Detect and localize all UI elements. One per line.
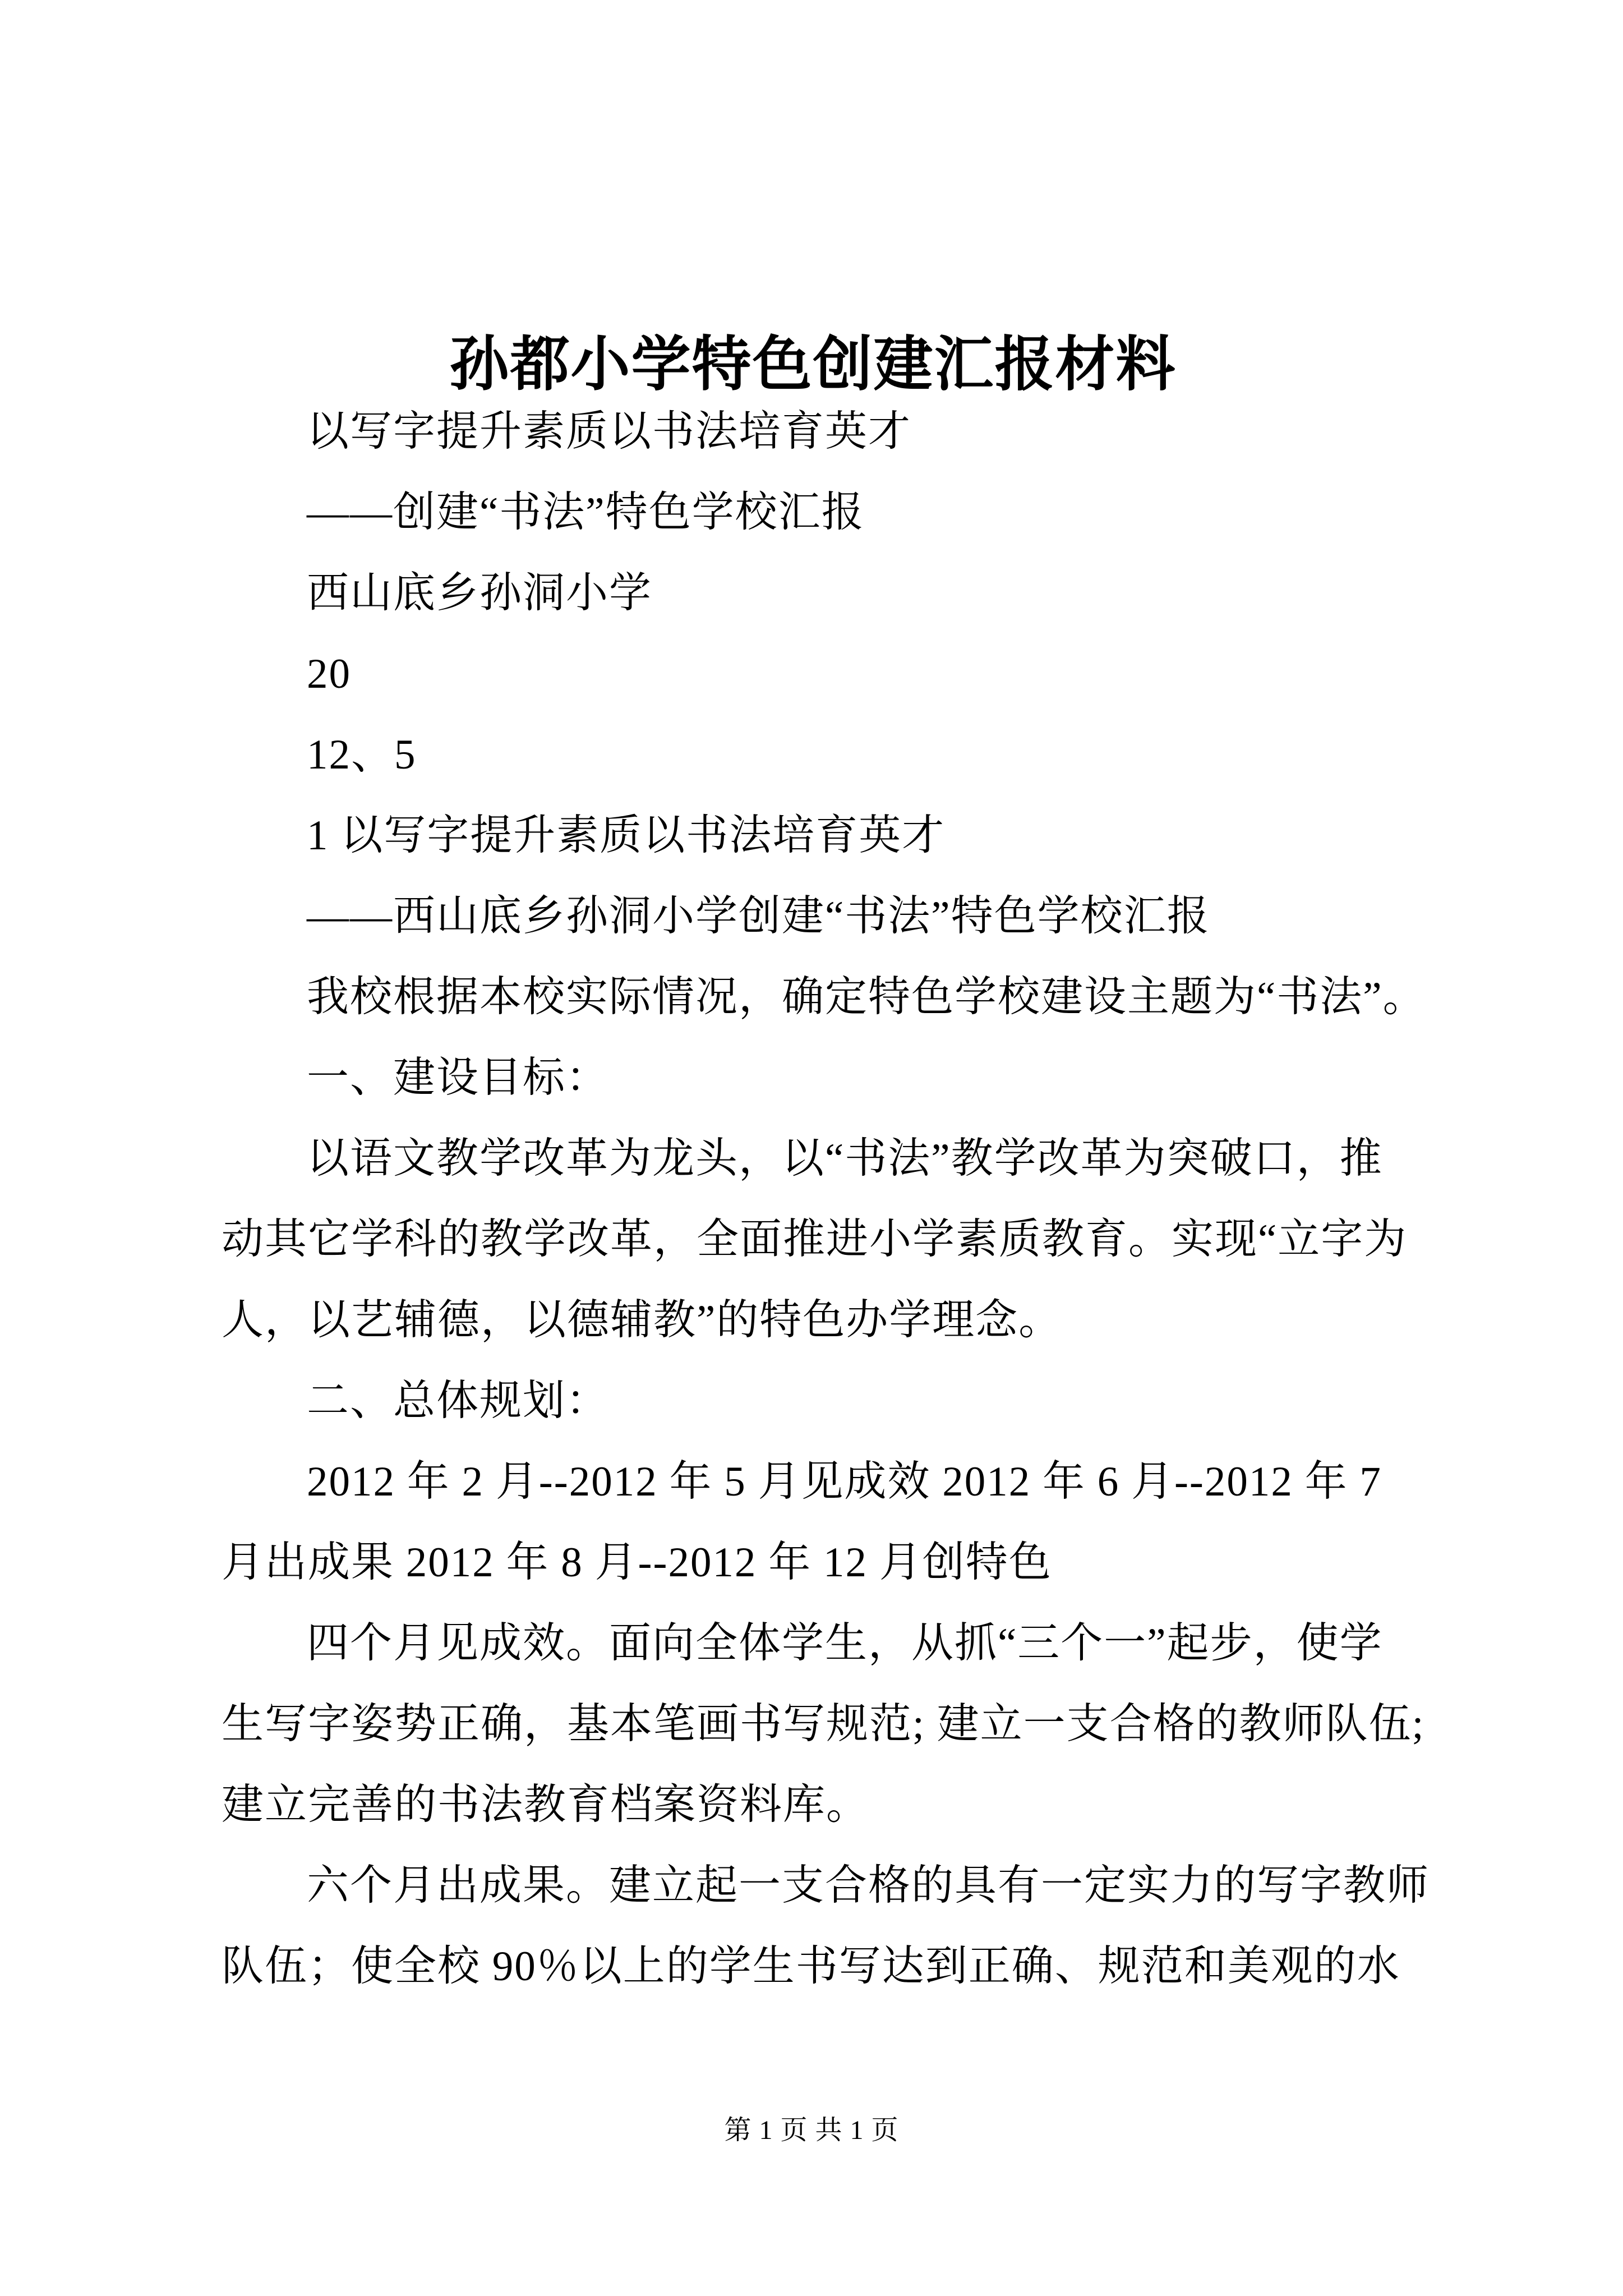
body-line: 以语文教学改革为龙头，以“书法”教学改革为突破口，推: [307, 1135, 1383, 1182]
body-line: 队伍；使全校 90％以上的学生书写达到正确、规范和美观的水: [222, 1943, 1400, 1990]
body-line: 12、5: [307, 731, 417, 778]
body-line: 六个月出成果。建立起一支合格的具有一定实力的写字教师: [307, 1862, 1430, 1909]
document-title: 孙都小学特色创建汇报材料: [449, 332, 1177, 398]
body-line: 月出成果 2012 年 8 月--2012 年 12 月创特色: [222, 1539, 1052, 1586]
body-line: 西山底乡孙洞小学: [307, 570, 653, 616]
body-line: 我校根据本校实际情况，确定特色学校建设主题为“书法”。: [307, 974, 1426, 1020]
body-line: 二、总体规划：: [307, 1378, 610, 1424]
body-line: 动其它学科的教学改革，全面推进小学素质教育。实现“立字为: [222, 1216, 1408, 1263]
body-line: 生写字姿势正确，基本笔画书写规范; 建立一支合格的教师队伍;: [222, 1701, 1425, 1747]
body-line: 四个月见成效。面向全体学生，从抓“三个一”起步，使学: [307, 1620, 1383, 1667]
body-line: 1 以写字提升素质以书法培育英才: [307, 812, 946, 859]
page-number: 第 1 页 共 1 页: [724, 2115, 899, 2145]
body-line: ——西山底乡孙洞小学创建“书法”特色学校汇报: [307, 893, 1210, 940]
body-line: 20: [307, 651, 351, 697]
body-line: 一、建设目标：: [307, 1055, 610, 1101]
body-line: 2012 年 2 月--2012 年 5 月见成效 2012 年 6 月--2012 年 7: [307, 1458, 1382, 1505]
body-line: 以写字提升素质以书法培育英才: [307, 408, 912, 455]
document-body: [222, 392, 1430, 2007]
body-line: 建立完善的书法教育档案资料库。: [222, 1782, 870, 1828]
body-line: ——创建“书法”特色学校汇报: [307, 489, 865, 536]
body-line: 人，以艺辅德，以德辅教”的特色办学理念。: [222, 1297, 1062, 1343]
